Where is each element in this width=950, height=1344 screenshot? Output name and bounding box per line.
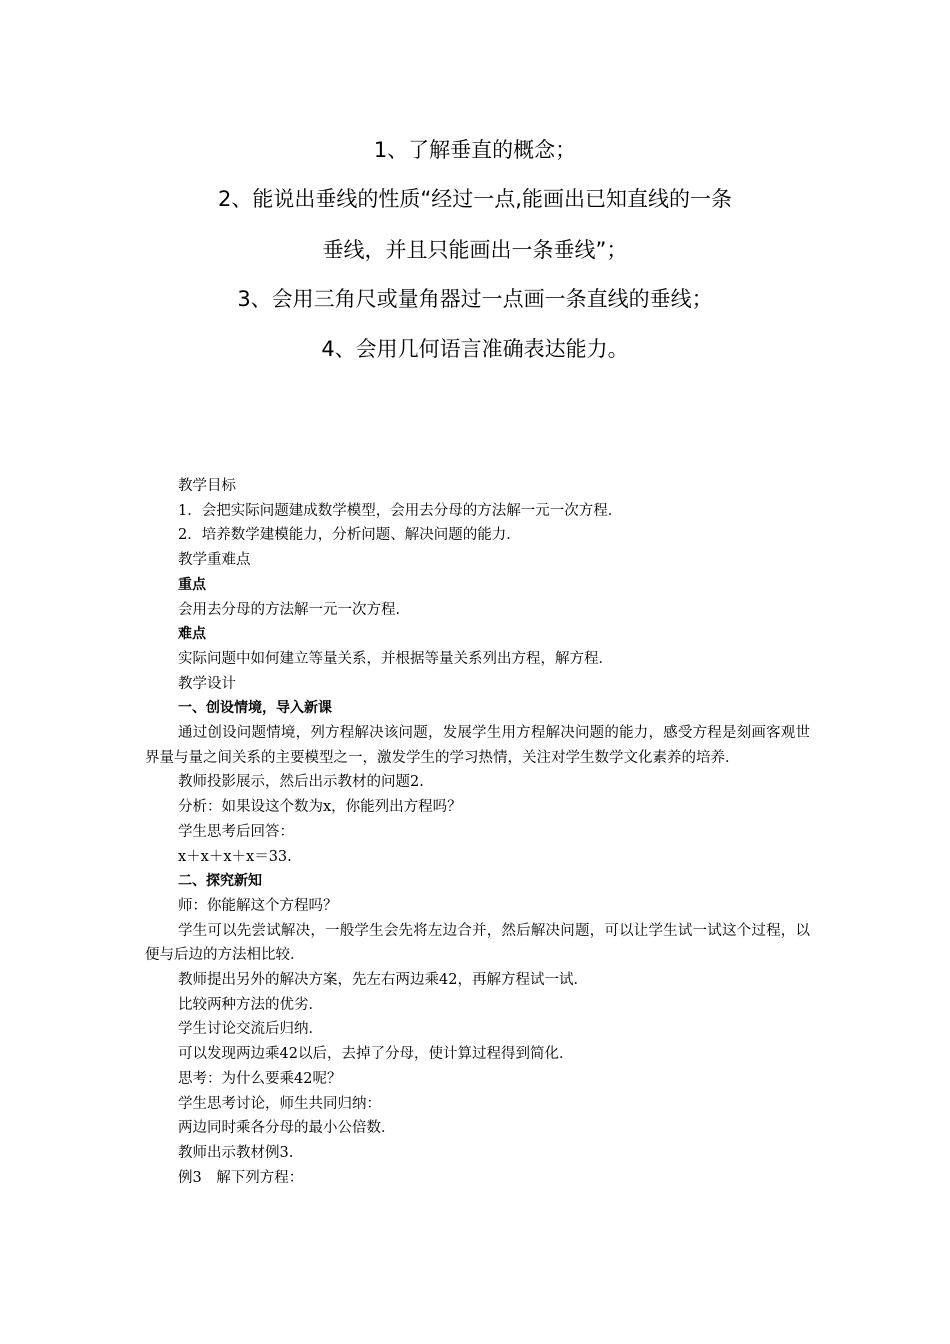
teacher-question-line: 师：你能解这个方程吗？ (178, 897, 338, 914)
example-3-line: 例3 解下列方程： (178, 1169, 304, 1186)
goal-line-4: 3、会用三角尺或量角器过一点画一条直线的垂线； (237, 287, 713, 311)
finding-line: 可以发现两边乘42以后，去掉了分母，使计算过程得到简化． (178, 1046, 574, 1063)
key-difficult-heading: 教学重难点 (178, 552, 251, 569)
lcm-line: 两边同时乘各分母的最小公倍数． (178, 1120, 396, 1137)
section-2-heading: 二、探究新知 (178, 873, 262, 890)
goal-line-5: 4、会用几何语言准确表达能力。 (321, 337, 629, 361)
goal-line-2: 2、能说出垂线的性质“经过一点,能画出已知直线的一条 (218, 187, 732, 211)
teaching-goal-heading: 教学目标 (178, 478, 236, 494)
student-try-paragraph: 学生可以先尝试解决，一般学生会先将左边合并，然后解决问题，可以让学生试一试这个过程，以便与后边的方法相比较． (145, 922, 810, 964)
difficult-point-heading: 难点 (178, 626, 206, 643)
think-line: 思考：为什么要乘42呢？ (178, 1070, 342, 1087)
summarize-line: 学生思考讨论，师生共同归纳： (178, 1095, 381, 1112)
discuss-line: 学生讨论交流后归纳． (178, 1021, 323, 1038)
goal-item-2: 2．培养数学建模能力，分析问题、解决问题的能力． (178, 527, 521, 544)
lesson-plan-body (145, 474, 810, 1190)
compare-line: 比较两种方法的优劣． (178, 996, 323, 1013)
teacher-alternative-line: 教师提出另外的解决方案，先左右两边乘42，再解方程试一试． (178, 972, 588, 989)
design-heading: 教学设计 (178, 675, 236, 692)
key-point-text: 会用去分母的方法解一元一次方程． (178, 601, 410, 618)
goal-line-3: 垂线，并且只能画出一条垂线”； (322, 238, 628, 262)
section-1-paragraph: 通过创设问题情境，列方程解决该问题，发展学生用方程解决问题的能力，感受方程是刻画客观世界量与量之间关系的主要模型之一，激发学生的学习热情，关注对学生数学文化素养的培养． (145, 725, 810, 766)
analysis-line: 分析：如果设这个数为x，你能列出方程吗？ (178, 799, 462, 816)
example-show-line: 教师出示教材例3. (178, 1144, 294, 1161)
goal-item-1: 1．会把实际问题建成数学模型，会用去分母的方法解一元一次方程． (178, 502, 623, 519)
goal-line-1: 1、了解垂直的概念； (373, 138, 577, 162)
equation-line: x＋x＋x＋x＝33. (178, 848, 292, 865)
section-1-heading: 一、创设情境，导入新课 (178, 700, 332, 717)
student-answer-line: 学生思考后回答： (178, 823, 294, 840)
key-point-heading: 重点 (178, 576, 206, 593)
projection-line: 教师投影展示，然后出示教材的问题2. (178, 774, 424, 791)
difficult-point-text: 实际问题中如何建立等量关系，并根据等量关系列出方程，解方程． (178, 650, 613, 667)
